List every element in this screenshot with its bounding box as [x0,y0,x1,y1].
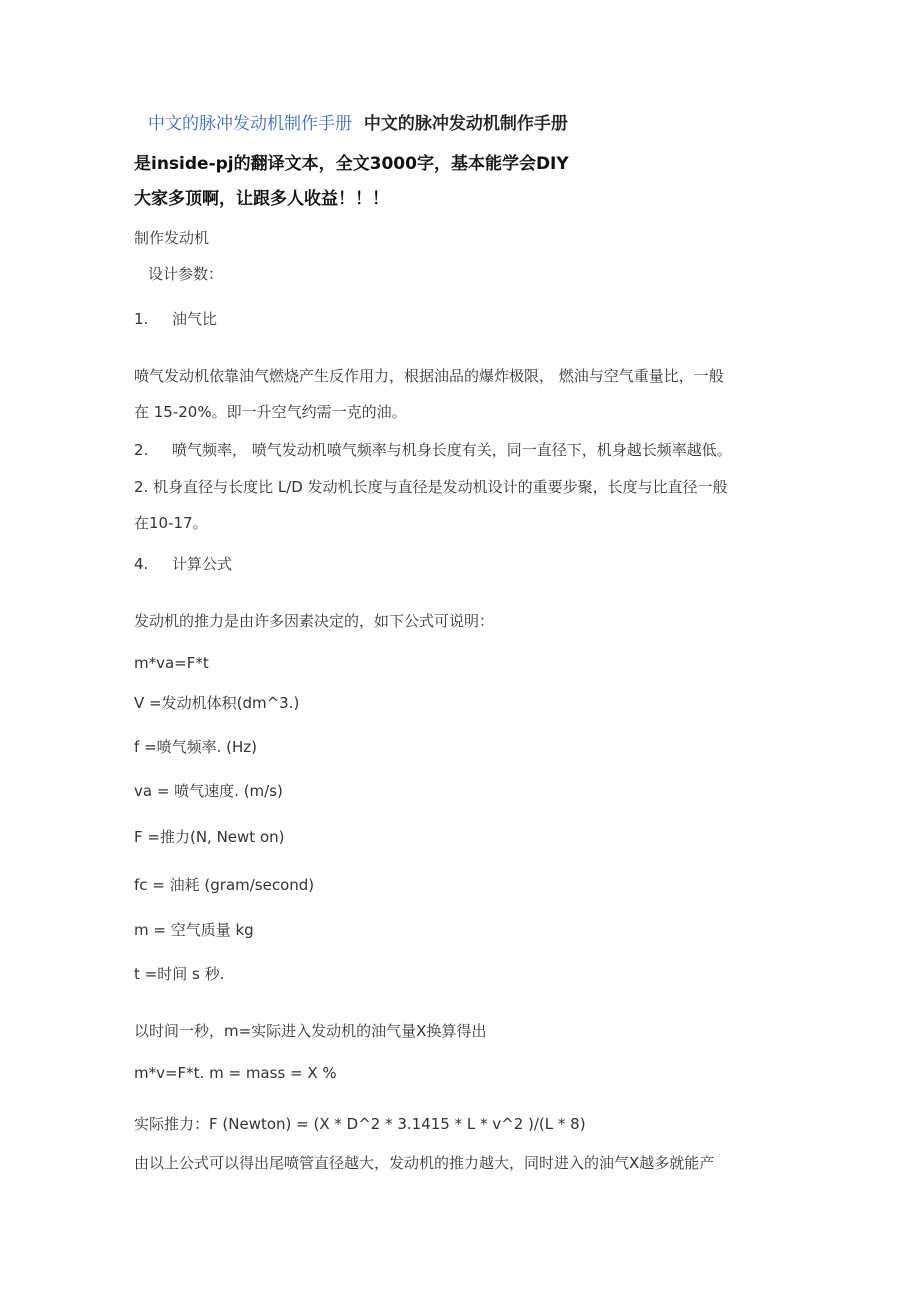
section-heading: 制作发动机 [134,229,210,247]
document-title [148,114,568,134]
title-link[interactable]: 中文的脉冲发动机制作手册 [148,114,352,134]
list-item-1-number: 1. [134,310,149,328]
list-item-4-number: 4. [134,555,149,573]
definition-V: V =发动机体积(dm^3.) [134,694,300,712]
list-item-2 [134,440,732,460]
list-item-4-label: 计算公式 [172,555,233,573]
definition-f: f =喷气频率. (Hz) [134,738,258,756]
definition-F: F =推力(N, Newt on) [134,828,285,846]
intro-line-2: 大家多顶啊，让跟多人收益！！！ [134,189,389,209]
thrust-intro: 发动机的推力是由许多因素决定的，如下公式可说明： [134,612,495,630]
title-text: 中文的脉冲发动机制作手册 [363,114,568,134]
definition-m: m = 空气质量 kg [134,921,254,939]
paragraph-1-line-1: 喷气发动机依靠油气燃烧产生反作用力，根据油品的爆炸极限， 燃油与空气重量比，一般 [134,367,724,385]
actual-thrust-formula: 实际推力：F (Newton) = (X * D^2 * 3.1415 * L * v^2 )/(L * 8) [134,1115,586,1133]
conclusion-line: 由以上公式可以得出尾喷管直径越大，发动机的推力越大，同时进入的油气X越多就能产 [134,1154,715,1172]
paragraph-1-line-2: 在 15-20%。即一升空气约需一克的油。 [134,403,407,421]
formula-2: m*v=F*t. m = mass = X % [134,1064,337,1082]
list-item-3-line-1: 2. 机身直径与长度比 L/D 发动机长度与直径是发动机设计的重要步聚，长度与比直径一般 [134,478,728,496]
time-note: 以时间一秒，m=实际进入发动机的油气量X换算得出 [134,1022,487,1040]
list-item-3-line-2: 在10-17。 [134,514,208,532]
definition-va: va = 喷气速度. (m/s) [134,782,283,800]
intro-line-1: 是inside-pj的翻译文本，全文3000字，基本能学会DIY [134,154,569,174]
list-item-2-text: 喷气频率， 喷气发动机喷气频率与机身长度有关，同一直径下，机身越长频率越低。 [172,441,732,459]
design-params-label: 设计参数： [148,265,224,283]
definition-fc: fc = 油耗 (gram/second) [134,876,315,894]
definition-t: t =时间 s 秒. [134,965,225,983]
list-item-1-label: 油气比 [172,310,218,328]
list-item-2-number: 2. [134,441,149,459]
list-item-4 [134,554,232,574]
list-item-1 [134,309,217,329]
formula-1: m*va=F*t [134,654,209,672]
